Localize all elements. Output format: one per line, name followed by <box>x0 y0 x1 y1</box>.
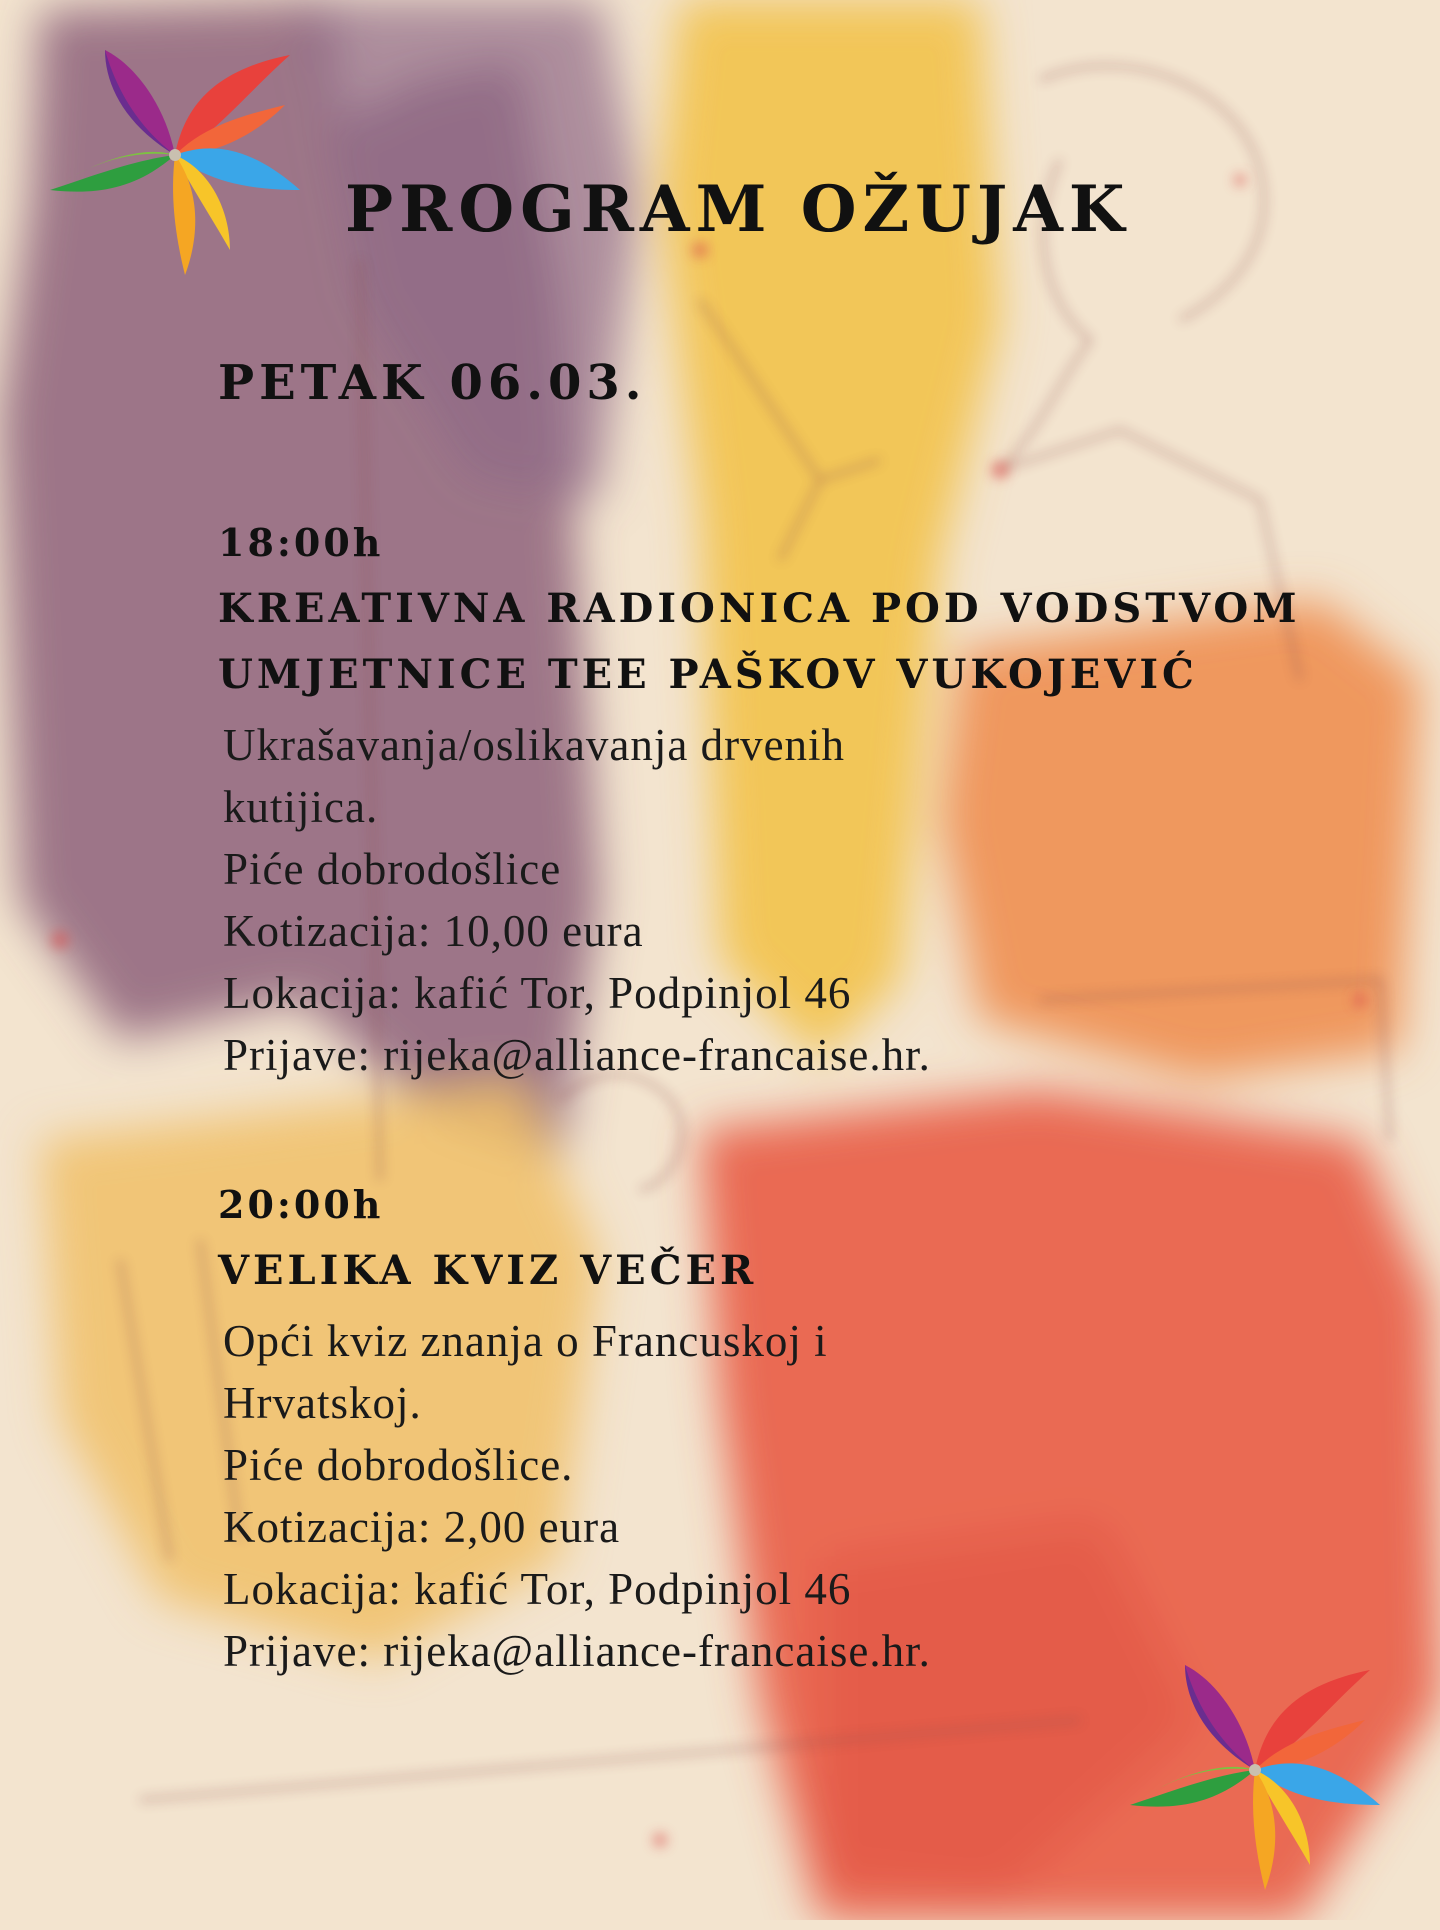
event-details <box>223 1310 1338 1682</box>
event-signup: Prijave: rijeka@alliance-francaise.hr. <box>223 1030 931 1080</box>
event-fee: Kotizacija: 2,00 eura <box>223 1502 621 1552</box>
event-detail-line: Hrvatskoj. <box>223 1378 422 1428</box>
event-title <box>218 1238 1338 1304</box>
pinwheel-logo-icon <box>1110 1640 1410 1930</box>
event-location: Lokacija: kafić Tor, Podpinjol 46 <box>223 968 852 1018</box>
event-detail-line: Piće dobrodošlice. <box>223 1440 574 1490</box>
event-location: Lokacija: kafić Tor, Podpinjol 46 <box>223 1564 852 1614</box>
event-detail-line: Opći kviz znanja o Francuskoj i <box>223 1316 828 1366</box>
event-title-line: VELIKA KVIZ VEČER <box>218 1247 758 1294</box>
event-time: 18:00h <box>218 520 384 565</box>
event-signup: Prijave: rijeka@alliance-francaise.hr. <box>223 1626 931 1676</box>
event-detail-line: kutijica. <box>223 782 379 832</box>
event-details <box>223 714 1338 1086</box>
event-detail-line: Ukrašavanja/oslikavanja drvenih <box>223 720 846 770</box>
day-heading: PETAK 06.03. <box>218 355 647 411</box>
event-block <box>218 1180 1338 1682</box>
event-title-line: UMJETNICE TEE PAŠKOV VUKOJEVIĆ <box>218 651 1198 698</box>
event-detail-line: Piće dobrodošlice <box>223 844 562 894</box>
event-block <box>218 518 1338 1086</box>
page-title: PROGRAM OŽUJAK <box>345 172 1131 247</box>
event-title <box>218 576 1338 708</box>
event-time: 20:00h <box>218 1182 384 1227</box>
event-fee: Kotizacija: 10,00 eura <box>223 906 644 956</box>
pinwheel-logo-icon <box>25 25 325 315</box>
event-title-line: KREATIVNA RADIONICA POD VODSTVOM <box>218 585 1301 632</box>
